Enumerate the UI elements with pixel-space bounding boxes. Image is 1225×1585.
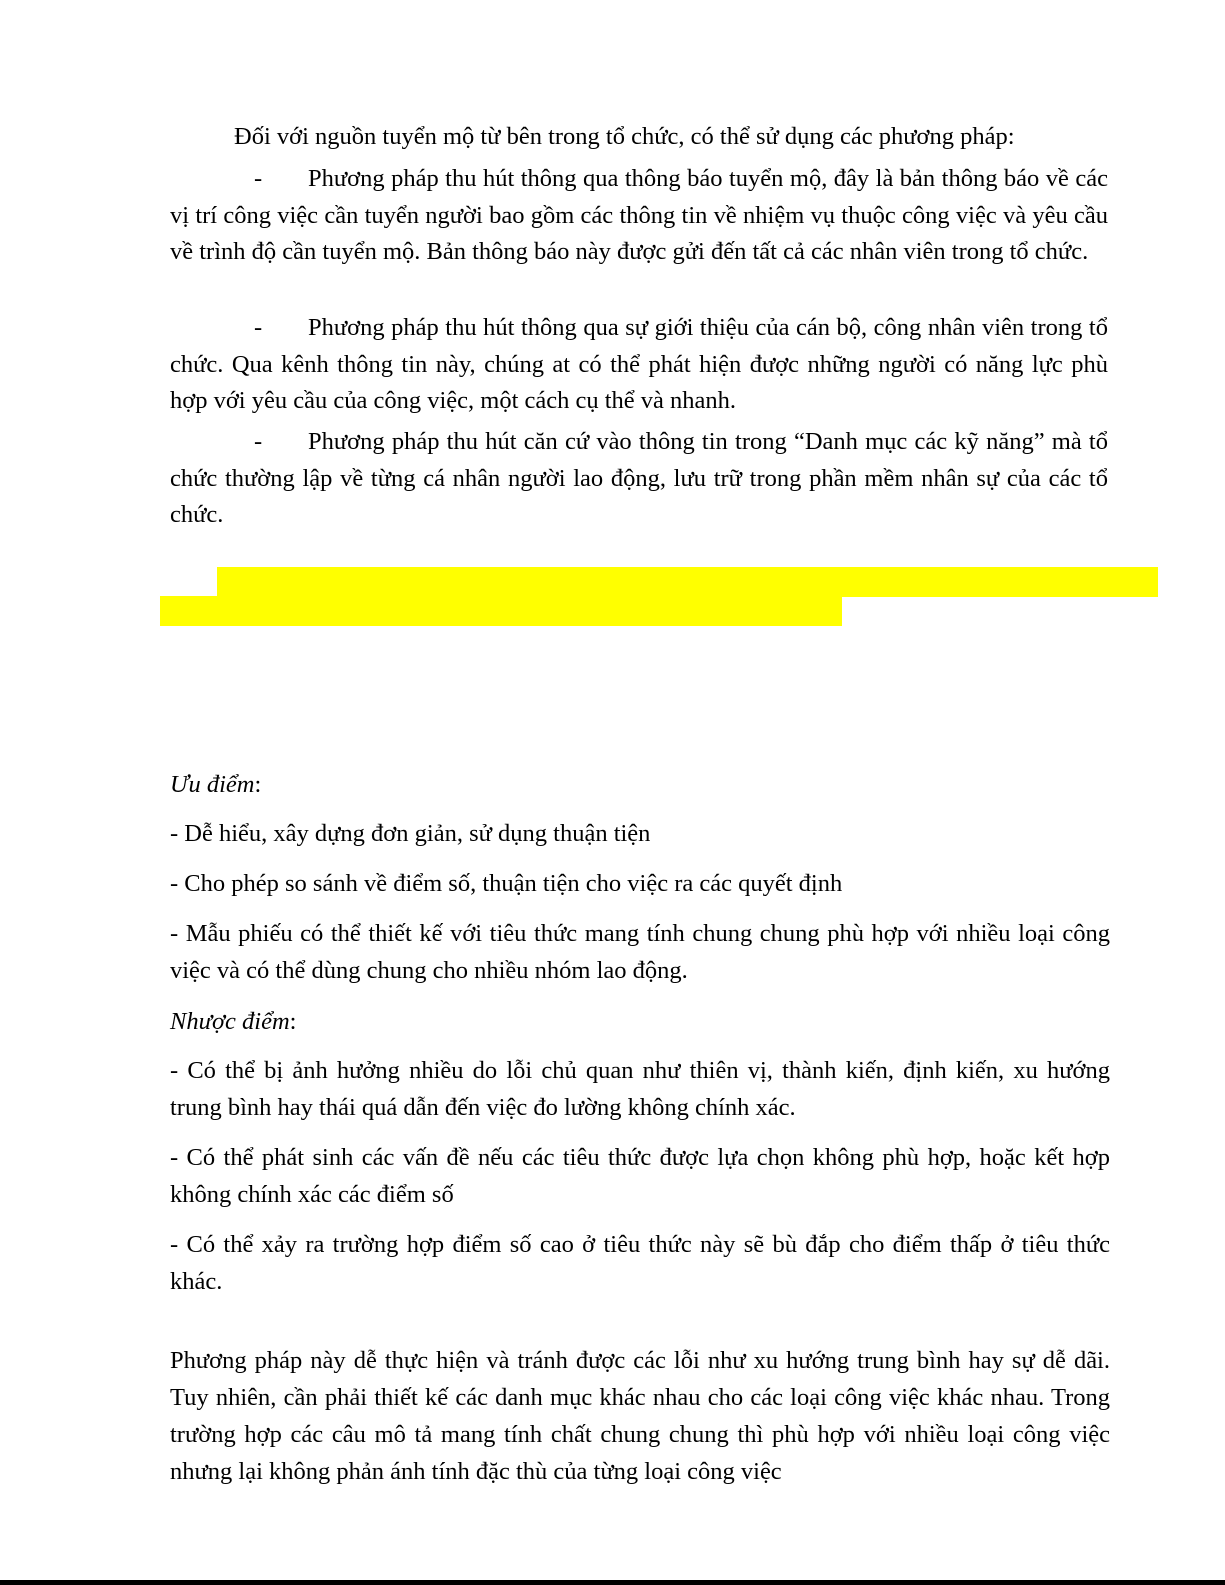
advantages-heading <box>170 766 1110 803</box>
advantage-item-2: - Cho phép so sánh về điểm số, thuận tiện cho việc ra các quyết định <box>170 870 843 897</box>
disadvantages-heading <box>170 1003 1110 1040</box>
method-dash-2: - <box>254 314 263 341</box>
disadvantages-heading-colon: : <box>289 1008 297 1035</box>
method-text-2: Phương pháp thu hút thông qua sự giới thiệu của cán bộ, công nhân viên trong tổ chức. Qua kênh thông tin này, chúng at có thể phát hiện được những người có năng lực phù hợp với yêu cầu của công việc, một cách cụ thể và nhanh. <box>170 314 1108 414</box>
advantage-item-1: - Dễ hiểu, xây dựng đơn giản, sử dụng thuận tiện <box>170 820 651 847</box>
method-text-1: Phương pháp thu hút thông qua thông báo tuyển mộ, đây là bản thông báo về các vị trí công việc cần tuyển người bao gồm các thông tin về nhiệm vụ thuộc công việc và yêu cầu về trình độ cần tuyển mộ. Bản thông báo này được gửi đến tất cả các nhân viên trong tổ chức. <box>170 165 1108 265</box>
method-dash-3: - <box>254 428 263 455</box>
method-text-3: Phương pháp thu hút căn cứ vào thông tin trong “Danh mục các kỹ năng” mà tổ chức thường lập về từng cá nhân người lao động, lưu trữ trong phần mềm nhân sự của các tổ chức. <box>170 428 1108 528</box>
disadvantage-item-3: - Có thể xảy ra trường hợp điểm số cao ở tiêu thức này sẽ bù đắp cho điểm thấp ở tiêu thức khác. <box>170 1231 1110 1295</box>
intro-paragraph: Đối với nguồn tuyển mộ từ bên trong tổ chức, có thể sử dụng các phương pháp: <box>234 123 1015 150</box>
method-paragraph-1 <box>170 161 1108 271</box>
method-paragraph-3 <box>170 424 1108 534</box>
method-paragraph-2 <box>170 310 1108 420</box>
highlight-band-2 <box>160 596 842 626</box>
method-dash-1: - <box>254 165 263 192</box>
disadvantage-item-2: - Có thể phát sinh các vấn đề nếu các tiêu thức được lựa chọn không phù hợp, hoặc kết hợp không chính xác các điểm số <box>170 1144 1110 1208</box>
closing-paragraph: Phương pháp này dễ thực hiện và tránh được các lỗi như xu hướng trung bình hay sự dễ dãi. Tuy nhiên, cần phải thiết kế các danh mục khác nhau cho các loại công việc khác nhau. Trong trường hợp các câu mô tả mang tính chất chung chung thì phù hợp với nhiều loại công việc nhưng lại không phản ánh tính đặc thù của từng loại công việc <box>170 1347 1110 1485</box>
page-bottom-edge <box>0 1580 1225 1585</box>
disadvantage-item-1: - Có thể bị ảnh hưởng nhiều do lỗi chủ quan như thiên vị, thành kiến, định kiến, xu hướng trung bình hay thái quá dẫn đến việc đo lường không chính xác. <box>170 1057 1110 1121</box>
disadvantages-heading-text: Nhược điểm <box>170 1008 290 1035</box>
advantages-heading-colon: : <box>254 771 262 798</box>
highlight-band-1 <box>217 567 1158 597</box>
advantages-heading-text: Ưu điểm <box>170 771 255 798</box>
advantage-item-3: - Mẫu phiếu có thể thiết kế với tiêu thức mang tính chung chung phù hợp với nhiều loại công việc và có thể dùng chung cho nhiều nhóm lao động. <box>170 920 1110 984</box>
